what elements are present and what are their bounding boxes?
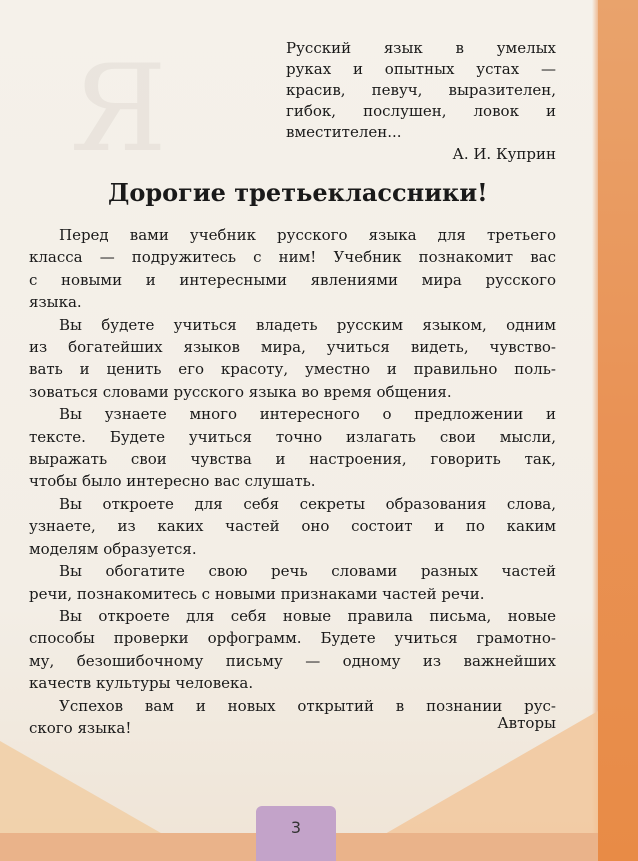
- body-line: моделям образуется.: [29, 539, 197, 558]
- epigraph-line: руках и опытных устах —: [286, 60, 556, 78]
- body-line: выражать свои чувства и настроения, говорить так,: [29, 450, 556, 469]
- body-line: вать и ценить его красоту, уместно и правильно поль-: [29, 360, 556, 379]
- body-line: зоваться словами русского языка во время общения.: [29, 382, 452, 401]
- body-line: Вы будете учиться владеть русским языком, одним: [59, 315, 556, 334]
- body-line: Вы узнаете много интересного о предложении и: [59, 405, 556, 424]
- body-line: класса — подружитесь с ним! Учебник познакомит вас: [29, 248, 556, 267]
- body-line: из богатейших языков мира, учиться видеть, чувство-: [29, 338, 556, 357]
- body-line: языка.: [29, 293, 82, 312]
- epigraph-author: А. И. Куприн: [452, 145, 556, 163]
- epigraph-line: красив, певуч, выразителен,: [286, 81, 556, 99]
- body-line: тексте. Будете учиться точно излагать свои мысли,: [29, 427, 556, 446]
- body-line: Вы обогатите свою речь словами разных частей: [59, 562, 556, 581]
- body-line: му, безошибочному письму — одному из важнейших: [29, 651, 556, 670]
- body-line: узнаете, из каких частей оно состоит и по каким: [29, 517, 556, 536]
- epigraph-line: гибок, послушен, ловок и: [286, 102, 556, 120]
- body-line: Перед вами учебник русского языка для третьего: [59, 226, 556, 244]
- epigraph-line: Русский язык в умелых: [286, 39, 556, 57]
- body-text: [29, 224, 556, 739]
- signature: Авторы: [497, 714, 556, 732]
- body-line: Вы откроете для себя секреты образования слова,: [59, 494, 556, 513]
- page-number: 3: [290, 818, 302, 837]
- page-edge-strip: [598, 0, 638, 861]
- body-line: чтобы было интересно вас слушать.: [29, 472, 316, 491]
- body-line: Вы откроете для себя новые правила письма, новые: [59, 606, 556, 625]
- body-line: ского языка!: [29, 718, 132, 737]
- body-line: речи, познакомитесь с новыми признаками частей речи.: [29, 584, 485, 603]
- ghost-letter-decoration: Я: [70, 40, 167, 179]
- body-line: с новыми и интересными явлениями мира русского: [29, 270, 556, 289]
- page-title: Дорогие третьеклассники!: [108, 178, 488, 207]
- epigraph: [286, 38, 556, 143]
- body-line: способы проверки орфограмм. Будете учиться грамотно-: [29, 629, 556, 648]
- body-line: качеств культуры человека.: [29, 674, 254, 693]
- body-line: Успехов вам и новых открытий в познании рус-: [59, 696, 556, 715]
- epigraph-line: вместителен...: [286, 123, 402, 141]
